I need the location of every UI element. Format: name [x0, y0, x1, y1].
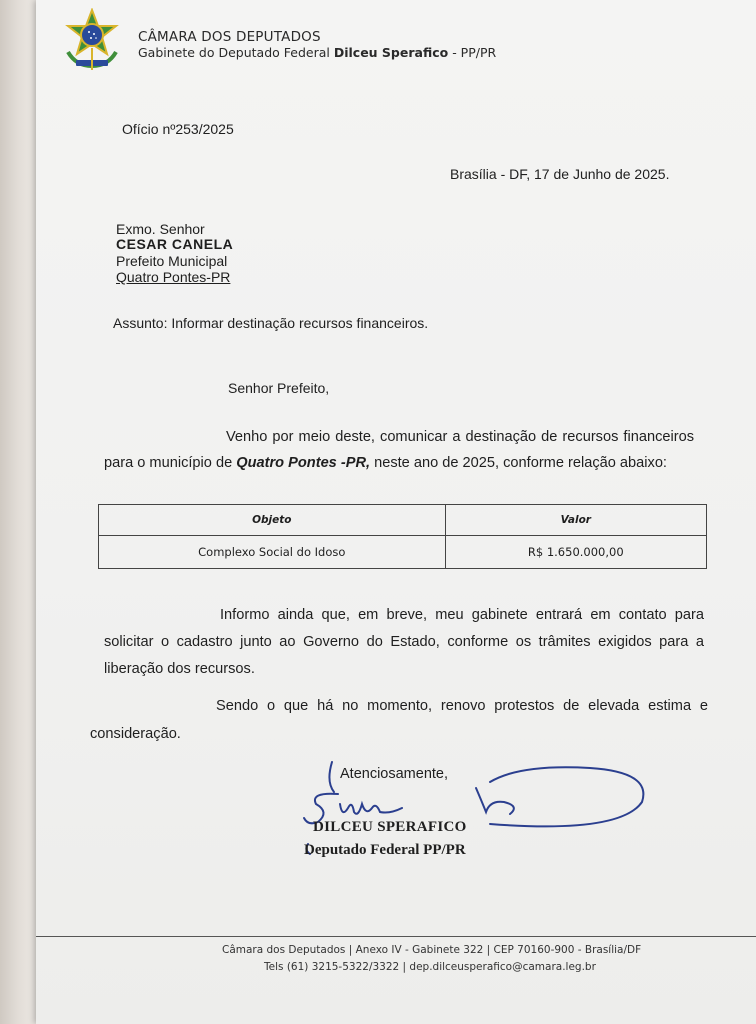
brazil-coat-of-arms-icon	[62, 8, 122, 72]
signer-role: Deputado Federal PP/PR	[304, 842, 466, 858]
table-header-valor: Valor	[445, 505, 706, 536]
closing: Atenciosamente,	[340, 766, 449, 782]
recipient-name: CESAR CANELA	[116, 236, 234, 252]
letter-subject: Assunto: Informar destinação recursos financeiros.	[113, 315, 429, 331]
paragraph-1: Venho por meio deste, comunicar a destinação de recursos financeiros para o município de Quatro Pontes -PR, neste ano de 2025, conforme relação abaixo:	[104, 429, 694, 471]
recipient-city: Quatro Pontes-PR	[116, 269, 231, 285]
office-name: Gabinete do Deputado Federal Dilceu Sperafico - PP/PR	[138, 45, 497, 60]
table-cell-objeto: Complexo Social do Idoso	[99, 536, 446, 569]
letter-number: Ofício nº253/2025	[122, 121, 234, 137]
footer-contact: Tels (61) 3215-5322/3322 | dep.dilceusperafico@camara.leg.br	[264, 961, 596, 973]
footer-divider	[36, 936, 756, 937]
table-cell-valor: R$ 1.650.000,00	[445, 536, 706, 569]
resources-table	[98, 504, 707, 569]
table-row	[99, 536, 707, 569]
letter-greeting: Senhor Prefeito,	[228, 380, 330, 396]
recipient-title: Prefeito Municipal	[116, 253, 228, 269]
table-header-objeto: Objeto	[99, 505, 446, 536]
table-header-row	[99, 505, 707, 536]
organization-name: CÂMARA DOS DEPUTADOS	[138, 29, 321, 45]
footer-address: Câmara dos Deputados | Anexo IV - Gabinete 322 | CEP 70160-900 - Brasília/DF	[222, 944, 642, 956]
signer-name: DILCEU SPERAFICO	[313, 819, 467, 835]
paragraph-3: Sendo o que há no momento, renovo protestos de elevada estima e consideração.	[90, 698, 708, 742]
recipient-salutation: Exmo. Senhor	[116, 221, 205, 237]
place-date: Brasília - DF, 17 de Junho de 2025.	[450, 166, 670, 182]
paragraph-2: Informo ainda que, em breve, meu gabinete entrará em contato para solicitar o cadastro junto ao Governo do Estado, conforme os trâmites exigidos para a liberação dos recursos.	[104, 607, 704, 677]
